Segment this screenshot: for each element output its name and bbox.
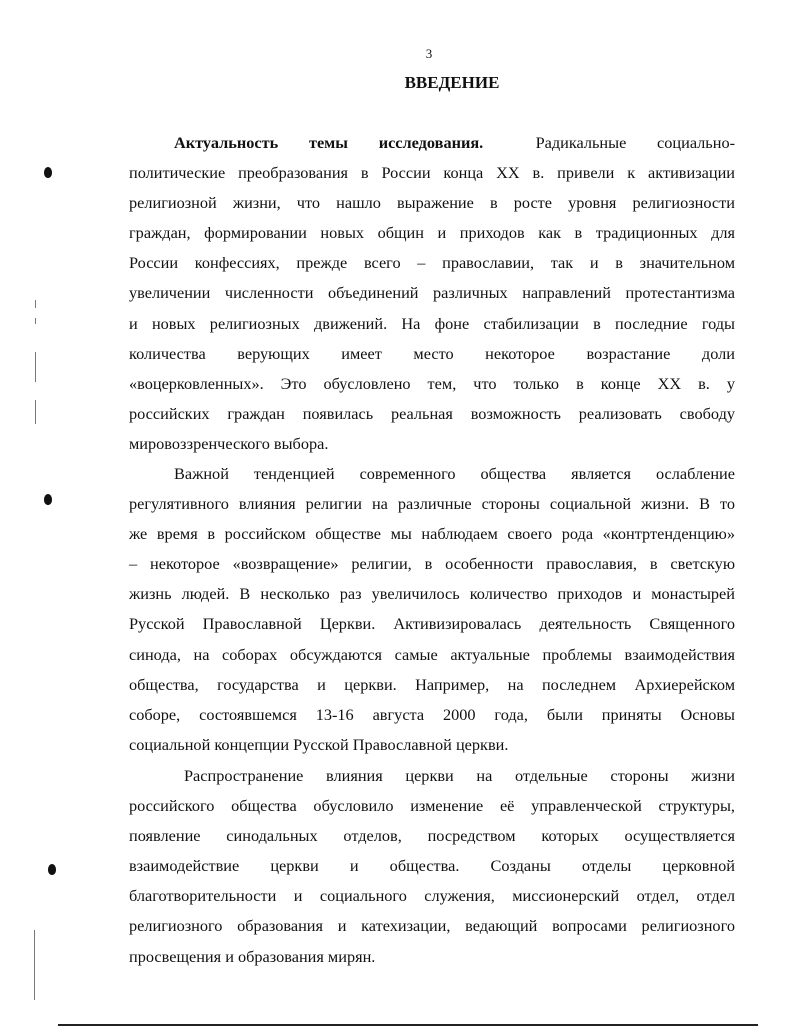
text-line <box>129 128 735 158</box>
text-line: мировоззренческого выбора. <box>129 433 329 453</box>
text-line: взаимодействие церкви и общества. Созданы отделы церковной <box>129 856 735 876</box>
margin-artifact <box>35 300 36 308</box>
text-line: политические преобразования в России конца XX в. привели к активизации <box>129 163 735 183</box>
text-line: религиозного образования и катехизации, ведающий вопросами религиозного <box>129 916 735 936</box>
text-line: и новых религиозных движений. На фоне стабилизации в последние годы <box>129 313 735 333</box>
text-line: религиозной жизни, что нашло выражение в росте уровня религиозности <box>129 193 735 213</box>
paragraph-church-influence <box>129 761 735 972</box>
binding-hole-mark <box>48 864 56 875</box>
text-line: «воцерковленных». Это обусловлено тем, что только в конце XX в. у <box>129 373 735 393</box>
text-line: благотворительности и социального служения, миссионерский отдел, отдел <box>129 886 735 906</box>
text-line: Важной тенденцией современного общества является ослабление <box>174 464 735 483</box>
section-lead: Актуальность темы исследования. <box>174 133 484 152</box>
text-line: регулятивного влияния религии на различные стороны социальной жизни. В то <box>129 494 735 514</box>
text-line: Русской Православной Церкви. Активизировалась деятельность Священного <box>129 614 735 634</box>
text-line: количества верующих имеет место некоторое возрастание доли <box>129 343 735 363</box>
binding-hole-mark <box>44 167 52 178</box>
text-line: общества, государства и церкви. Например, на последнем Архиерейском <box>129 674 735 694</box>
margin-artifact <box>34 930 35 1000</box>
page-title: ВВЕДЕНИЕ <box>404 73 500 92</box>
text-line: социальной концепции Русской Православной церкви. <box>129 734 509 754</box>
page-number: 3 <box>425 46 433 61</box>
paragraph-relevance <box>129 128 735 459</box>
margin-artifact <box>35 318 36 324</box>
text-line: граждан, формировании новых общин и приходов как в традиционных для <box>129 223 735 243</box>
text-line: – некоторое «возвращение» религии, в особенности православия, в светскую <box>129 554 735 574</box>
paragraph-tendency <box>129 459 735 760</box>
text-line: же время в российском обществе мы наблюдаем своего рода «контртенденцию» <box>129 524 735 544</box>
text-line: России конфессиях, прежде всего – православии, так и в значительном <box>129 253 735 273</box>
text-line: увеличении численности объединений различных направлений протестантизма <box>129 283 735 303</box>
margin-artifact <box>35 400 36 424</box>
binding-hole-mark <box>44 494 52 505</box>
text-line: жизнь людей. В несколько раз увеличилось количество приходов и монастырей <box>129 584 735 604</box>
text-line: синода, на соборах обсуждаются самые актуальные проблемы взаимодействия <box>129 644 735 664</box>
text-line: российских граждан появилась реальная возможность реализовать свободу <box>129 403 735 423</box>
text-line: российского общества обусловило изменение её управленческой структуры, <box>129 796 735 816</box>
text-line: соборе, состоявшемся 13-16 августа 2000 года, были приняты Основы <box>129 704 735 724</box>
text-line: просвещения и образования мирян. <box>129 946 376 966</box>
text-line: Распространение влияния церкви на отдельные стороны жизни <box>184 766 735 785</box>
text-fragment: Радикальные социально- <box>535 133 736 152</box>
page-bottom-edge <box>58 1024 758 1026</box>
text-line: появление синодальных отделов, посредством которых осуществляется <box>129 826 735 846</box>
margin-artifact <box>35 352 36 382</box>
